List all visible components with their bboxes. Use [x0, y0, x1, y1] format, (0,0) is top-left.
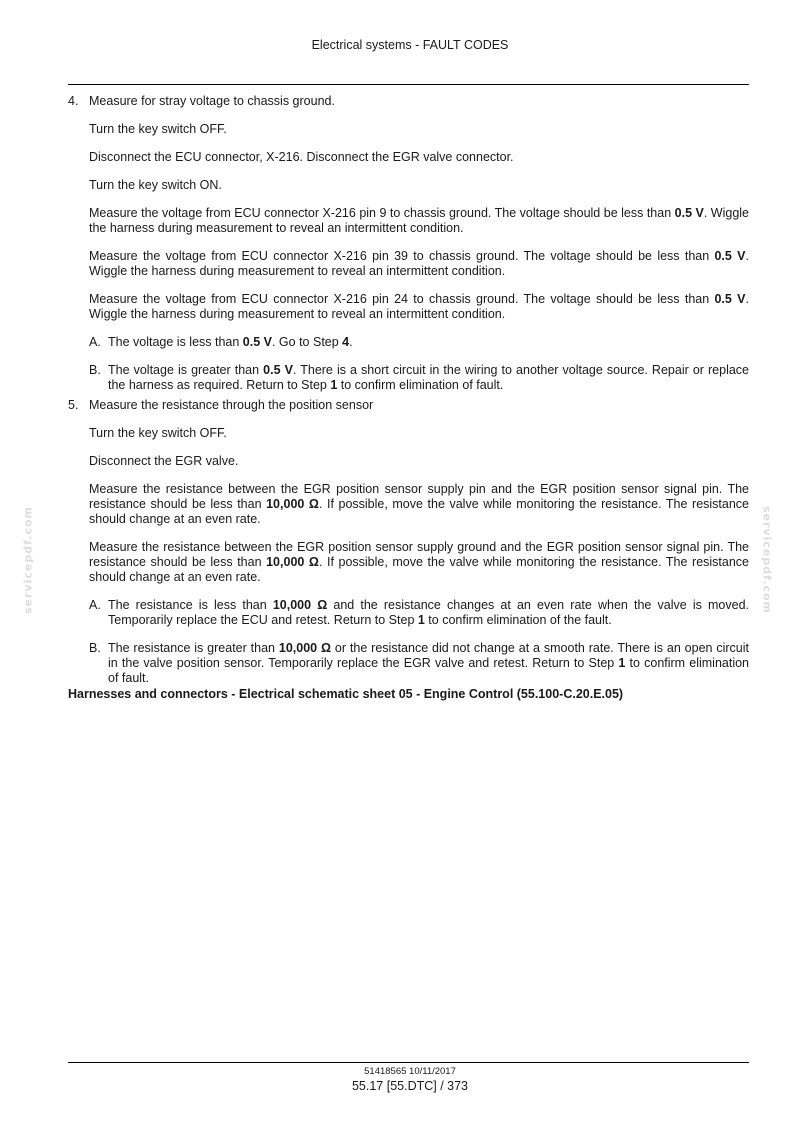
watermark-right: servicepdf.com	[760, 505, 774, 615]
instruction: Turn the key switch OFF.	[89, 426, 227, 440]
header-divider	[68, 84, 749, 85]
measurement-instruction: Measure the resistance between the EGR position sensor supply ground and the EGR position sensor signal pin. The resistance should be less than 10,000 Ω. If possible, move the valve while monitoring the resistance. The resistance should change at an even rate.	[89, 540, 749, 584]
instruction: Disconnect the EGR valve.	[89, 454, 239, 468]
schematic-reference-link[interactable]: Harnesses and connectors - Electrical schematic sheet 05 - Engine Control (55.100-C.20.E.05)	[68, 687, 624, 701]
result-option-a: A. The resistance is less than 10,000 Ω and the resistance changes at an even rate when the valve is moved. Temporarily replace the ECU and retest. Return to Step 1 to confirm elimination of the fault.	[89, 598, 750, 627]
instruction: Disconnect the ECU connector, X-216. Disconnect the EGR valve connector.	[89, 150, 514, 164]
option-letter: B.	[89, 641, 101, 655]
result-option-a: A. The voltage is less than 0.5 V. Go to Step 4.	[89, 335, 353, 349]
step-title: Measure the resistance through the position sensor	[89, 398, 374, 412]
page-header: Electrical systems - FAULT CODES	[311, 38, 509, 52]
watermark-left: servicepdf.com	[21, 505, 35, 615]
result-option-b: B. The voltage is greater than 0.5 V. There is a short circuit in the wiring to another voltage source. Repair or replace the harness as required. Return to Step 1 to confirm elimination of fault.	[89, 363, 749, 392]
result-option-b: B. The resistance is greater than 10,000 Ω or the resistance did not change at a smooth rate. There is an open circuit in the valve position sensor. Temporarily replace the EGR valve and retest. Return to Step 1 to confirm elimination of fault.	[89, 641, 750, 685]
measurement-instruction: Measure the voltage from ECU connector X-216 pin 9 to chassis ground. The voltage should be less than 0.5 V. Wiggle the harness during measurement to reveal an intermittent condition.	[89, 206, 750, 235]
footer-divider	[68, 1062, 749, 1063]
step-5	[68, 398, 749, 686]
measurement-instruction: Measure the voltage from ECU connector X-216 pin 39 to chassis ground. The voltage should be less than 0.5 V. Wiggle the harness during measurement to reveal an intermittent condition.	[89, 249, 749, 278]
step-number: 5.	[68, 398, 79, 412]
step-4	[68, 94, 749, 393]
step-title: Measure for stray voltage to chassis ground.	[89, 94, 335, 108]
measurement-instruction: Measure the voltage from ECU connector X-216 pin 24 to chassis ground. The voltage should be less than 0.5 V. Wiggle the harness during measurement to reveal an intermittent condition.	[89, 292, 749, 321]
option-letter: B.	[89, 363, 101, 377]
step-number: 4.	[68, 94, 79, 108]
measurement-instruction: Measure the resistance between the EGR position sensor supply pin and the EGR position sensor signal pin. The resistance should be less than 10,000 Ω. If possible, move the valve while monitoring the resistance. The resistance should change at an even rate.	[89, 482, 749, 526]
procedure-content	[68, 94, 749, 702]
option-letter: A.	[89, 335, 101, 349]
page-number: 55.17 [55.DTC] / 373	[351, 1079, 469, 1093]
option-letter: A.	[89, 598, 101, 612]
instruction: Turn the key switch OFF.	[89, 122, 227, 136]
document-id: 51418565 10/11/2017	[364, 1066, 456, 1077]
instruction: Turn the key switch ON.	[89, 178, 222, 192]
